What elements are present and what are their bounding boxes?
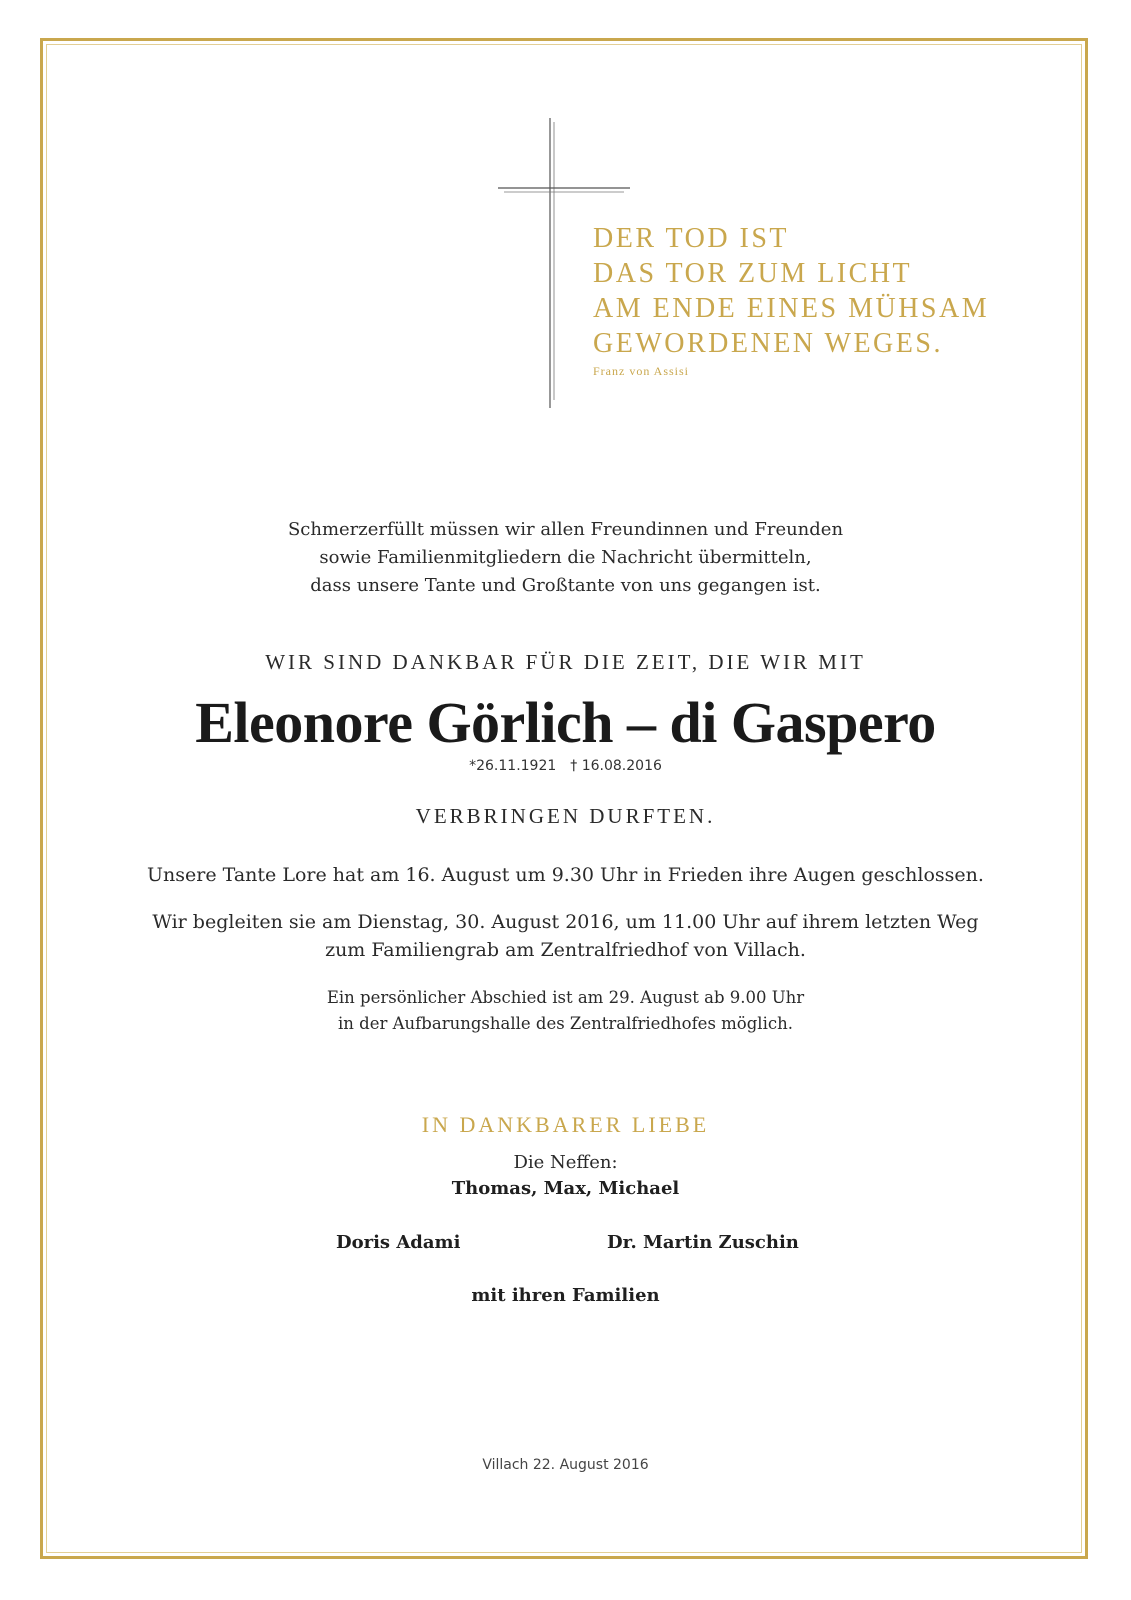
- death-date: † 16.08.2016: [570, 758, 662, 774]
- quote-line: DER TOD IST: [593, 223, 790, 254]
- birth-date: *26.11.1921: [469, 758, 557, 774]
- intro-paragraph: [150, 516, 981, 600]
- funeral-paragraph: [120, 908, 1011, 964]
- paragraph-line: in der Aufbarungshalle des Zentralfriedhofes möglich.: [338, 1014, 793, 1033]
- passing-paragraph: [120, 861, 1011, 889]
- paragraph-line: Ein persönlicher Abschied ist am 29. August ab 9.00 Uhr: [326, 988, 805, 1007]
- life-dates: [150, 758, 981, 774]
- nephews-names: Thomas, Max, Michael: [451, 1178, 680, 1199]
- mourner-left: Doris Adami: [336, 1232, 461, 1253]
- quote-author: Franz von Assisi: [593, 364, 690, 378]
- families-line: mit ihren Familien: [471, 1285, 660, 1306]
- mourners-heading: IN DANKBARER LIEBE: [421, 1112, 710, 1137]
- intro-line: sowie Familienmitgliedern die Nachricht übermitteln,: [319, 547, 812, 568]
- deceased-name: Eleonore Görlich – di Gaspero: [195, 690, 936, 755]
- intro-line: Schmerzerfüllt müssen wir allen Freundinnen und Freunden: [287, 519, 844, 540]
- quote-line: DAS TOR ZUM LICHT: [593, 258, 913, 289]
- nephews-label: Die Neffen:: [513, 1152, 618, 1173]
- mourner-right: Dr. Martin Zuschin: [607, 1232, 799, 1253]
- place-date: Villach 22. August 2016: [482, 1457, 649, 1473]
- intro-line: dass unsere Tante und Großtante von uns gegangen ist.: [310, 575, 821, 596]
- paragraph-line: Unsere Tante Lore hat am 16. August um 9.30 Uhr in Frieden ihre Augen geschlossen.: [147, 864, 984, 886]
- paragraph-line: Wir begleiten sie am Dienstag, 30. August 2016, um 11.00 Uhr auf ihrem letzten Weg: [152, 911, 979, 933]
- quote-block: [593, 221, 989, 379]
- quote-line: GEWORDENEN WEGES.: [593, 328, 943, 359]
- paragraph-line: zum Familiengrab am Zentralfriedhof von Villach.: [325, 939, 806, 961]
- quote-line: AM ENDE EINES MÜHSAM: [593, 293, 990, 324]
- thankful-line: WIR SIND DANKBAR FÜR DIE ZEIT, DIE WIR MIT: [265, 650, 866, 674]
- spent-line: VERBRINGEN DURFTEN.: [415, 804, 716, 828]
- farewell-paragraph: [120, 985, 1011, 1037]
